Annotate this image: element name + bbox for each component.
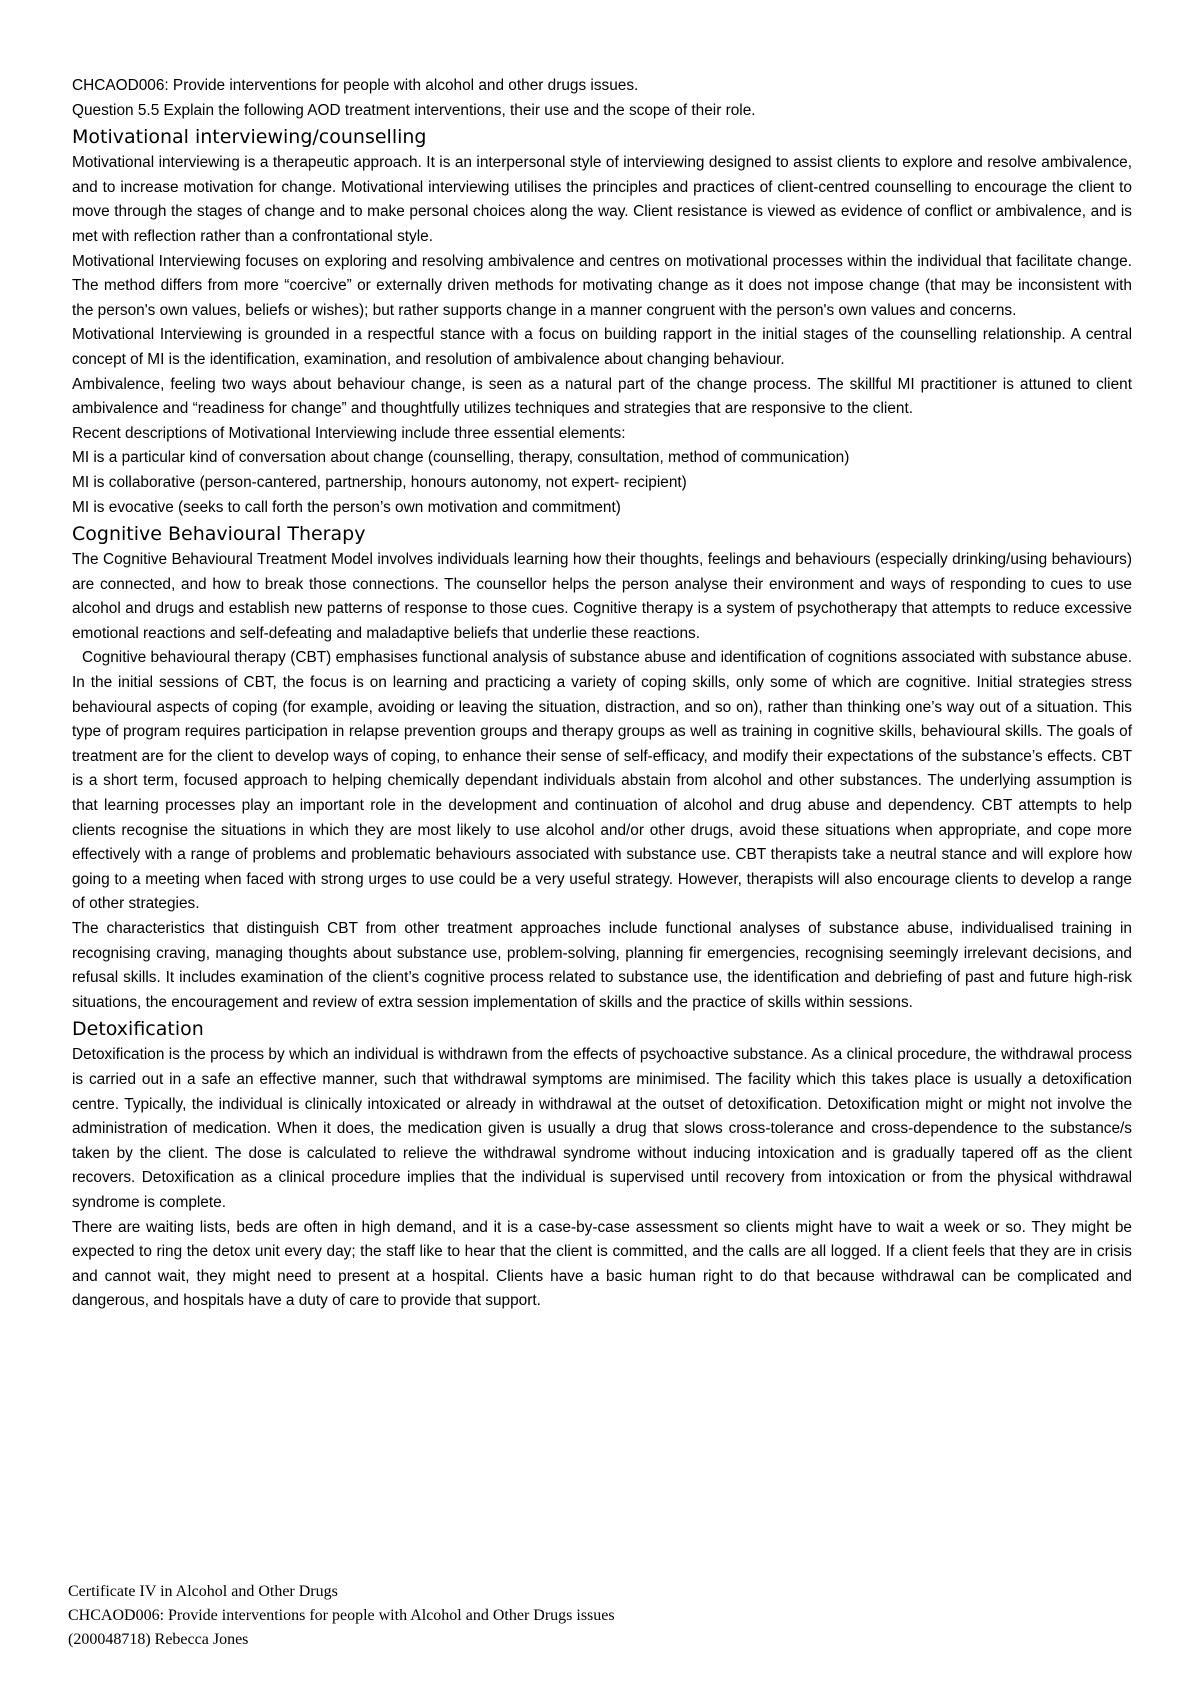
section-heading-motivational: Motivational interviewing/counselling xyxy=(72,126,427,149)
list-item: MI is collaborative (person-cantered, partnership, honours autonomy, not expert- recipient) xyxy=(72,473,687,491)
paragraph: Motivational interviewing is a therapeutic approach. It is an interpersonal style of interviewing designed to assist clients to explore and resolve ambivalence, and to increase motivation for change. Motivational interviewing utilises the principles and practices of client-centred counselling to encourage the client to move through the stages of change and to make personal choices along the way. Client resistance is viewed as evidence of conflict or ambivalence, and is met with reflection rather than a confrontational style. xyxy=(72,154,1132,245)
section-heading-detox: Detoxification xyxy=(72,1018,204,1041)
footer-author: (200048718) Rebecca Jones xyxy=(68,1631,249,1648)
paragraph: Motivational Interviewing is grounded in a respectful stance with a focus on building rapport in the initial stages of the counselling relationship. A central concept of MI is the identification, examination, and resolution of ambivalence about changing behaviour. xyxy=(72,326,1132,368)
paragraph: Ambivalence, feeling two ways about behaviour change, is seen as a natural part of the change process. The skillful MI practitioner is attuned to client ambivalence and “readiness for change” and thoughtfully utilizes techniques and strategies that are responsive to the client. xyxy=(72,375,1132,418)
unit-title: CHCAOD006: Provide interventions for people with alcohol and other drugs issues. xyxy=(72,77,639,94)
page-footer xyxy=(68,1580,1128,1652)
paragraph: Cognitive behavioural therapy (CBT) emphasises functional analysis of substance abuse and identification of cognitions associated with substance abuse. In the initial sessions of CBT, the focus is on learning and practicing a variety of coping skills, only some of which are cognitive. Initial strategies stress behavioural aspects of coping (for example, avoiding or leaving the situation, distraction, and so on), rather than thinking one’s way out of a situation. This type of program requires participation in relapse prevention groups and therapy groups as well as training in cognitive skills, behavioural skills. The goals of treatment are for the client to develop ways of coping, to enhance their sense of self-efficacy, and modify their expectations of the substance’s effects. CBT is a short term, focused approach to helping chemically dependant individuals abstain from alcohol and other substances. The underlying assumption is that learning processes play an important role in the development and continuation of alcohol and drug abuse and dependency. CBT attempts to help clients recognise the situations in which they are most likely to use alcohol and/or other drugs, avoid these situations when appropriate, and cope more effectively with a range of problems and problematic behaviours associated with substance use. CBT therapists take a neutral stance and will explore how going to a meeting when faced with strong urges to use could be a very useful strategy. However, therapists will also encourage clients to develop a range of other strategies. xyxy=(72,649,1132,913)
paragraph: The Cognitive Behavioural Treatment Model involves individuals learning how their thoughts, feelings and behaviours (especially drinking/using behaviours) are connected, and how to break those connections. The counsellor helps the person analyse their environment and ways of responding to cues to use alcohol and drugs and establish new patterns of response to those cues. Cognitive therapy is a system of psychotherapy that attempts to reduce excessive emotional reactions and self-defeating and maladaptive beliefs that underlie these reactions. xyxy=(72,551,1132,642)
question-text: Question 5.5 Explain the following AOD treatment interventions, their use and the scope of their role. xyxy=(72,101,756,119)
list-item: MI is a particular kind of conversation about change (counselling, therapy, consultation, method of communication) xyxy=(72,449,850,467)
list-item: MI is evocative (seeks to call forth the person’s own motivation and commitment) xyxy=(72,498,621,516)
footer-unit: CHCAOD006: Provide interventions for people with Alcohol and Other Drugs issues xyxy=(68,1607,615,1624)
paragraph: The characteristics that distinguish CBT from other treatment approaches include functional analyses of substance abuse, individualised training in recognising craving, managing thoughts about substance use, problem-solving, planning fir emergencies, recognising seemingly irrelevant decisions, and refusal skills. It includes examination of the client’s cognitive process related to substance use, the identification and debriefing of past and future high-risk situations, the encouragement and review of extra session implementation of skills and the practice of skills within sessions. xyxy=(72,920,1132,1011)
section-heading-cbt: Cognitive Behavioural Therapy xyxy=(72,523,366,546)
footer-course: Certificate IV in Alcohol and Other Drugs xyxy=(68,1583,338,1600)
paragraph: Detoxification is the process by which an individual is withdrawn from the effects of psychoactive substance. As a clinical procedure, the withdrawal process is carried out in a safe an effective manner, such that withdrawal symptoms are minimised. The facility which this takes place is usually a detoxification centre. Typically, the individual is clinically intoxicated or already in withdrawal at the outset of detoxification. Detoxification might or might not involve the administration of medication. When it does, the medication given is usually a drug that slows cross-tolerance and cross-dependence to the substance/s taken by the client. The dose is calculated to relieve the withdrawal syndrome without inducing intoxication and is gradually tapered off as the client recovers. Detoxification as a clinical procedure implies that the individual is supervised until recovery from intoxication or from the physical withdrawal syndrome is complete. xyxy=(72,1046,1132,1211)
elements-intro: Recent descriptions of Motivational Interviewing include three essential elements: xyxy=(72,424,626,442)
document-body xyxy=(72,74,1132,1314)
paragraph: Motivational Interviewing focuses on exploring and resolving ambivalence and centres on motivational processes within the individual that facilitate change. The method differs from more “coercive” or externally driven methods for motivating change as it does not impose change (that may be inconsistent with the person's own values, beliefs or wishes); but rather supports change in a manner congruent with the person's own values and concerns. xyxy=(72,252,1132,319)
paragraph: There are waiting lists, beds are often in high demand, and it is a case-by-case assessment so clients might have to wait a week or so. They might be expected to ring the detox unit every day; the staff like to hear that the client is committed, and the calls are all logged. If a client feels that they are in crisis and cannot wait, they might need to present at a hospital. Clients have a basic human right to do that because withdrawal can be complicated and dangerous, and hospitals have a duty of care to provide that support. xyxy=(72,1218,1132,1310)
